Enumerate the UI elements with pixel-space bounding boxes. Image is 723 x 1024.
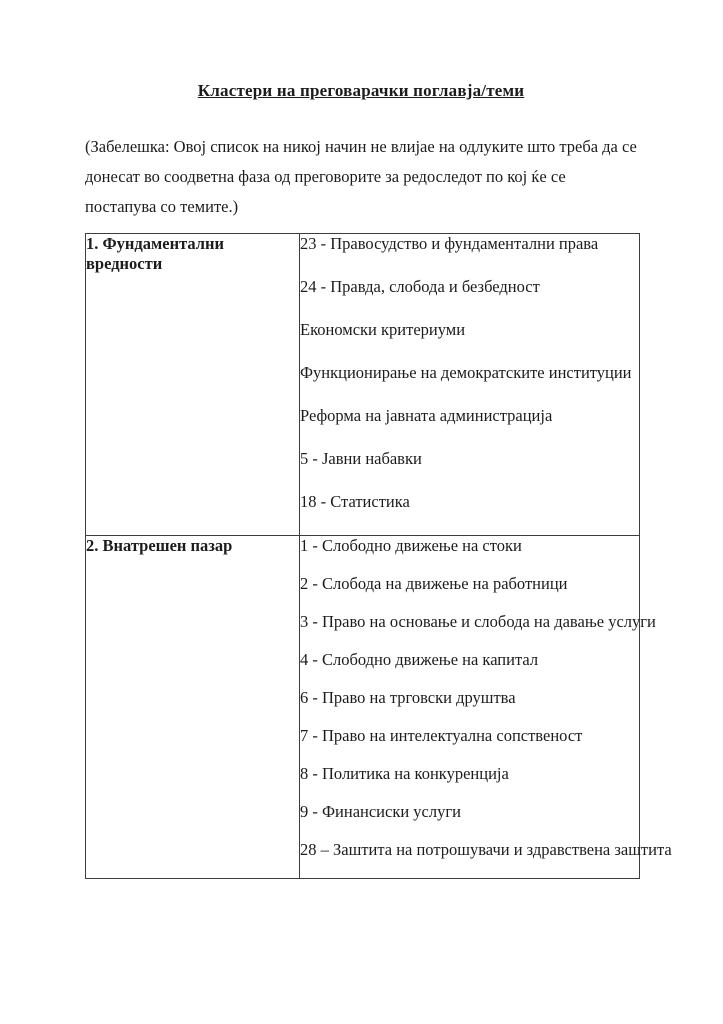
cluster-name: 1. Фундаментални вредности [86,234,300,536]
chapter-item: Реформа на јавната администрација [300,406,553,425]
chapter-item: 23 - Правосудство и фундаментални права [300,234,599,253]
chapter-item: 1 - Слободно движење на стоки [300,536,522,555]
chapter-item: 4 - Слободно движење на капитал [300,650,539,669]
table-row [86,536,640,879]
chapter-item: 2 - Слобода на движење на работници [300,574,568,593]
chapter-item: Функционирање на демократските институции [300,363,632,382]
clusters-table [85,233,672,879]
chapter-item: 7 - Право на интелектуална сопственост [300,726,583,745]
chapter-item: 8 - Политика на конкуренција [300,764,509,783]
page-title: Кластери на преговарачки поглавја/теми [197,81,525,100]
chapter-item: 28 – Заштита на потрошувачи и здравствена заштита [300,840,672,859]
cluster-name: 2. Внатрешен пазар [86,536,300,879]
chapter-item: 18 - Статистика [300,492,410,511]
chapter-item: 24 - Правда, слобода и безбедност [300,277,540,296]
chapter-item: 6 - Право на трговски друштва [300,688,516,707]
chapter-item: 5 - Јавни набавки [300,449,422,468]
chapter-item: 9 - Финансиски услуги [300,802,461,821]
table-row [86,234,640,536]
chapter-list [300,234,640,536]
chapter-item: Економски критериуми [300,320,466,339]
chapter-list [300,536,672,879]
note-paragraph: (Забелешка: Овој список на никој начин не влијае на одлуките што треба да се донесат во соодветна фаза од преговорите за редоследот по кој ќе се постапува со темите.) [85,137,637,216]
chapter-item: 3 - Право на основање и слобода на давање услуги [300,612,656,631]
